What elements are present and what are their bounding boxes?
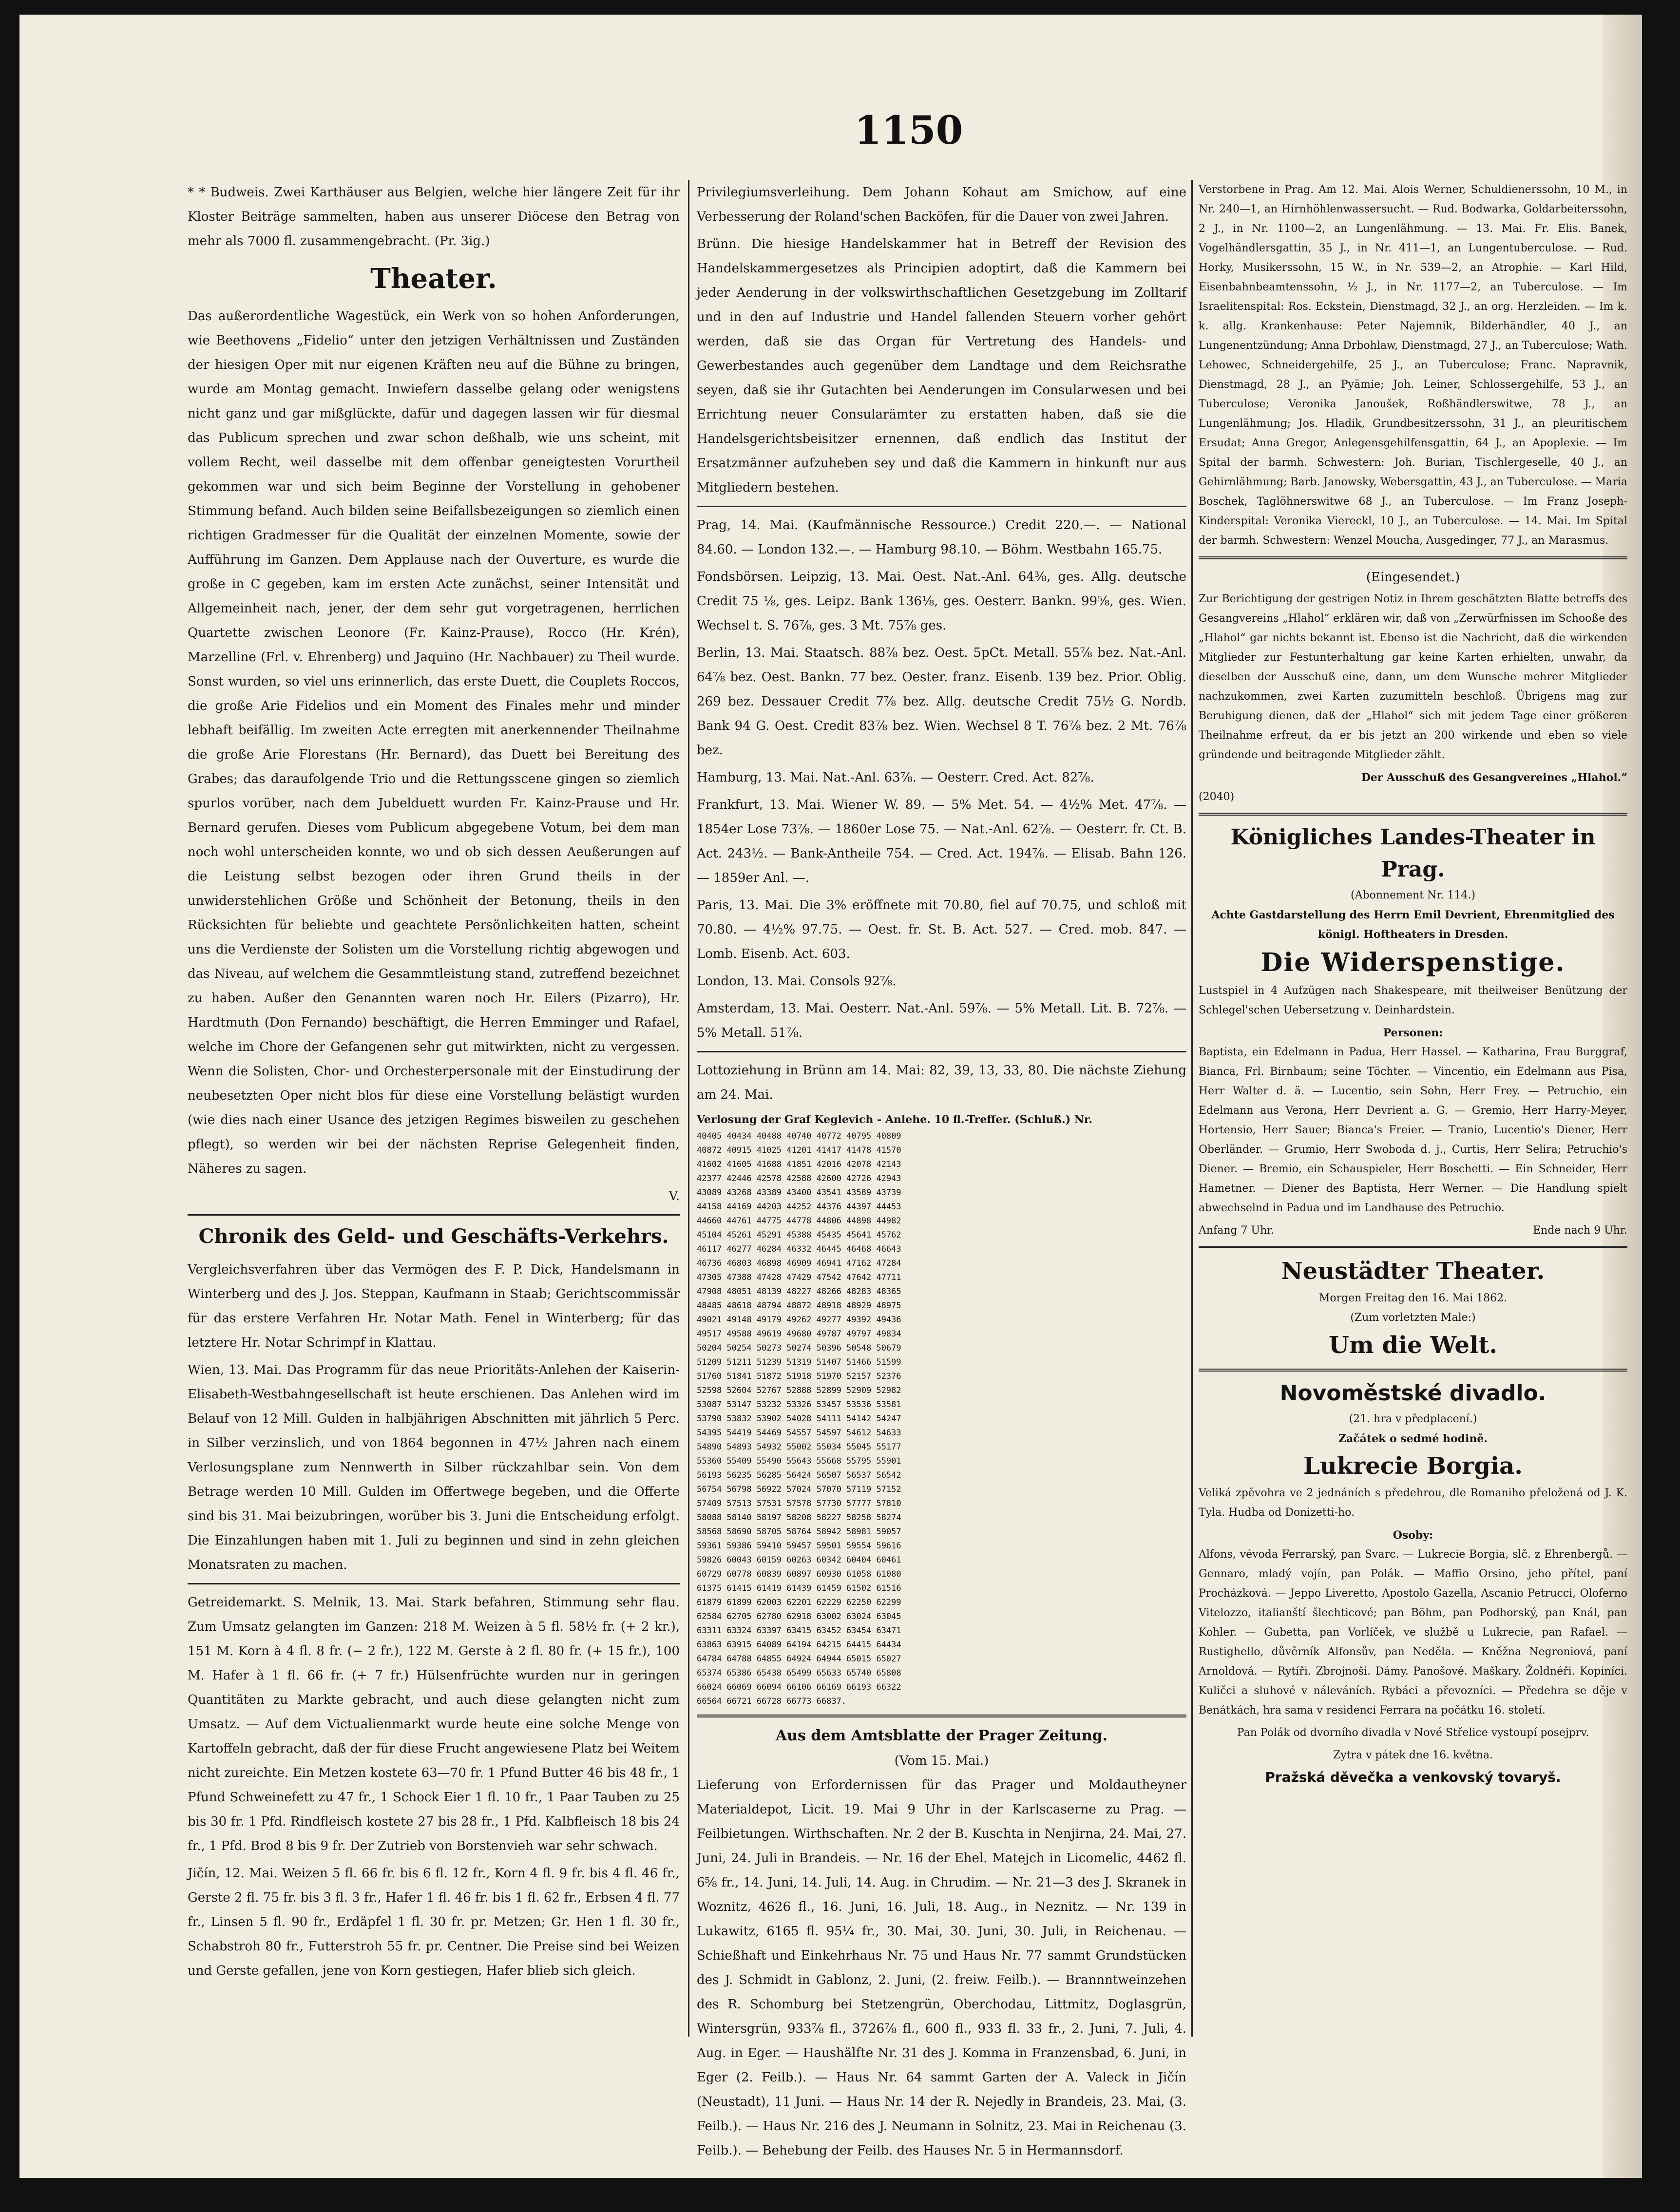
theater-heading: Theater. bbox=[370, 263, 497, 295]
neustadt-date: Morgen Freitag den 16. Mai 1862. bbox=[1318, 1292, 1508, 1304]
novomestske-heading: Novoměstské divadlo. bbox=[1279, 1381, 1546, 1406]
verlosung-row: 63863 63915 64089 64194 64215 64415 64434 bbox=[697, 1640, 901, 1650]
section-rule bbox=[188, 1583, 680, 1584]
page-number: 1150 bbox=[854, 107, 963, 153]
verlosung-row: 49517 49588 49619 49680 49787 49797 49834 bbox=[697, 1329, 901, 1339]
verlosung-row: 63311 63324 63397 63415 63452 63454 63471 bbox=[697, 1626, 901, 1636]
section-rule bbox=[697, 1051, 1186, 1052]
amsterdam-kurs: Amsterdam, 13. Mai. Oesterr. Nat.-Anl. 59⅞. — 5% Metall. Lit. B. 72⅞. — 5% Metall. 51⅞. bbox=[697, 1001, 1186, 1040]
amtsblatt-date: (Vom 15. Mai.) bbox=[894, 1754, 989, 1768]
verlosung-row: 64784 64788 64855 64924 64944 65015 65027 bbox=[697, 1654, 901, 1664]
column-left bbox=[188, 180, 680, 2095]
novomestske-next-title: Pražská děvečka a venkovský tovaryš. bbox=[1265, 1769, 1561, 1785]
verlosung-row: 40872 40915 41025 41201 41417 41478 41570 bbox=[697, 1145, 901, 1155]
section-rule bbox=[1199, 1369, 1627, 1372]
landes-play-title: Die Widerspenstige. bbox=[1260, 948, 1565, 977]
verlosung-row: 42377 42446 42578 42588 42600 42726 42943 bbox=[697, 1174, 901, 1183]
verlosung-row: 60729 60778 60839 60897 60930 61058 61080 bbox=[697, 1569, 901, 1579]
verlosung-row: 61375 61415 61419 61439 61459 61502 61516 bbox=[697, 1583, 901, 1593]
verlosung-row: 54395 54419 54469 54557 54597 54612 54633 bbox=[697, 1428, 901, 1438]
verlosung-heading: Verlosung der Graf Keglevich - Anlehe. 10 fl.-Treffer. (Schluß.) Nr. bbox=[697, 1113, 1093, 1126]
theater-signature: V. bbox=[668, 1189, 680, 1203]
verlosung-row: 54890 54893 54932 55002 55034 55045 55177 bbox=[697, 1442, 901, 1452]
verlosung-row: 56193 56235 56285 56424 56507 56537 56542 bbox=[697, 1470, 901, 1480]
neustadt-play-title: Um die Welt. bbox=[1328, 1332, 1498, 1359]
landes-personen-label: Personen: bbox=[1383, 1027, 1443, 1039]
neustadt-note: (Zum vorletzten Male:) bbox=[1350, 1312, 1476, 1324]
prag-kurs: Prag, 14. Mai. (Kaufmännische Ressource.) Credit 220.—. — National 84.60. — London 132.—. — Hamburg 98.10. — Böhm. Westbahn 165.75. bbox=[697, 518, 1186, 557]
verlosung-row: 46117 46277 46284 46332 46445 46468 46643 bbox=[697, 1244, 901, 1254]
eingesendet-heading: (Eingesendet.) bbox=[1366, 570, 1460, 585]
novomestske-description: Veliká zpěvohra ve 2 jednáních s předehrou, dle Romaniho přeložená od J. K. Tyla. Hudba od Donizetti-ho. bbox=[1199, 1487, 1627, 1519]
verlosung-row: 40405 40434 40488 40740 40772 40795 40809 bbox=[697, 1131, 901, 1141]
section-rule bbox=[697, 506, 1186, 507]
verlosung-row: 55360 55409 55490 55643 55668 55795 55901 bbox=[697, 1456, 901, 1466]
fondsboersen: Fondsbörsen. Leipzig, 13. Mai. Oest. Nat.-Anl. 64⅜, ges. Allg. deutsche Credit 75 ⅛, ges. Leipz. Bank 136⅛, ges. Oesterr. Bankn. 99⅝, ges. Wien. Wechsel t. S. 76⅞, ges. 3 Mt. 75⅞ ges. bbox=[697, 570, 1186, 633]
landes-anfang: Anfang 7 Uhr. bbox=[1199, 1224, 1275, 1237]
frankfurt-kurs: Frankfurt, 13. Mai. Wiener W. 89. — 5% Met. 54. — 4½% Met. 47⅞. — 1854er Lose 73⅞. — 1860er Lose 75. — Nat.-Anl. 62⅞. — Oesterr. fr. Ct. B. Act. 243½. — Bank-Antheile 754. — Cred. Act. 194⅞. — Elisab. Bahn 126. — 1859er Anl. —. bbox=[697, 798, 1186, 885]
novomestske-note: Pan Polák od dvorního divadla v Nové Střelice vystoupí posejprv. bbox=[1237, 1727, 1589, 1739]
verlosung-row: 53087 53147 53232 53326 53457 53536 53581 bbox=[697, 1400, 901, 1410]
verlosung-row: 58568 58690 58705 58764 58942 58981 59057 bbox=[697, 1527, 901, 1537]
lotto-article: Lottoziehung in Brünn am 14. Mai: 82, 39, 13, 33, 80. Die nächste Ziehung am 24. Mai. bbox=[697, 1063, 1186, 1102]
verlosung-row: 47908 48051 48139 48227 48266 48283 48365 bbox=[697, 1287, 901, 1297]
eingesendet-article: Zur Berichtigung der gestrigen Notiz in Ihrem geschätzten Blatte betreffs des Gesangvereins „Hlahol“ erklären wir, daß von „Zerwürfnissen im Schooße des „Hlahol“ gar nichts bekannt ist. Ebenso ist die Nachricht, daß die wirkenden Mitglieder zur Festunterhaltung gar keine Karten erhielten, unwahr, da dieselben der Ausschuß eine, dann, um dem Wunsche mehrer Mitglieder nachzukommen, zwei Karten zuzumitteln beschloß. Übrigens mag zur Beruhigung dienen, daß der „Hlahol“ sich mit jedem Tage einer größeren Theilnahme erfreut, da er bis jetzt an 200 wirkende und eben so viele gründende und beitragende Mitglieder zählt. bbox=[1199, 593, 1627, 761]
verlosung-row: 43089 43268 43389 43400 43541 43589 43739 bbox=[697, 1188, 901, 1198]
landes-description: Lustspiel in 4 Aufzügen nach Shakespeare, mit theilweiser Benützung der Schlegel'schen Uebersetzung v. Deinhardstein. bbox=[1199, 985, 1627, 1016]
neustadt-theater-heading: Neustädter Theater. bbox=[1281, 1258, 1545, 1285]
section-rule bbox=[697, 1715, 1186, 1717]
verlosung-row: 59361 59386 59410 59457 59501 59554 59616 bbox=[697, 1541, 901, 1551]
verlosung-row: 46736 46803 46898 46909 46941 47162 47284 bbox=[697, 1259, 901, 1268]
verlosung-row: 58088 58140 58197 58208 58227 58258 58274 bbox=[697, 1513, 901, 1523]
column-middle bbox=[697, 180, 1186, 2158]
berlin-kurs: Berlin, 13. Mai. Staatsch. 88⅞ bez. Oest. 5pCt. Metall. 55⅞ bez. Nat.-Anl. 64⅞ bez. Oest. Bankn. 77 bez. Oester. franz. Eisenb. 139 bez. Prior. Oblig. 269 bez. Dessauer Credit 7⅞ bez. Allg. deutsche Credit 75½ G. Nordb. Bank 94 G. Oest. Credit 83⅞ bez. Wien. Wechsel 8 T. 76⅞ bez. 2 Mt. 76⅞ bez. bbox=[697, 646, 1186, 758]
verlosung-row: 62584 62705 62780 62918 63002 63024 63045 bbox=[697, 1612, 901, 1621]
novomestske-abonnement: (21. hra v předplacení.) bbox=[1349, 1413, 1477, 1425]
verlosung-row: 51209 51211 51239 51319 51407 51466 51599 bbox=[697, 1357, 901, 1367]
verlosung-row: 56754 56798 56922 57024 57070 57119 57152 bbox=[697, 1485, 901, 1494]
verlosung-row: 49021 49148 49179 49262 49277 49392 49436 bbox=[697, 1315, 901, 1325]
section-rule bbox=[1199, 556, 1627, 559]
column-right bbox=[1199, 180, 1627, 2095]
verlosung-row: 41602 41605 41688 41851 42016 42078 42143 bbox=[697, 1160, 901, 1169]
landes-abonnement: (Abonnement Nr. 114.) bbox=[1351, 889, 1475, 901]
verlosung-row: 66564 66721 66728 66773 66837. bbox=[697, 1697, 847, 1706]
privileg-article: Privilegiumsverleihung. Dem Johann Kohaut am Smichow, auf eine Verbesserung der Roland'schen Backöfen, für die Dauer von zwei Jahren. bbox=[697, 185, 1186, 224]
verlosung-row: 65374 65386 65438 65499 65633 65740 65808 bbox=[697, 1668, 901, 1678]
verlosung-row: 47305 47388 47428 47429 47542 47642 47711 bbox=[697, 1273, 901, 1282]
bruenn-article: Brünn. Die hiesige Handelskammer hat in Betreff der Revision des Handelskammergesetzes als Principien adoptirt, daß die Kammern bei jeder Aenderung in der volkswirthschaftlichen Gesetzgebung im Zolltarif und in den auf Industrie und Handel fallenden Steuern vorher gehört werden, daß sie das Organ für Vertretung des Handels- und Gewerbestandes auch gegenüber dem Landtage und dem Reichsrathe seyen, daß sie ihr Gutachten bei Aenderungen im Consularwesen und bei Errichtung neuer Consularämter zu erstatten haben, daß sie die Handelsgerichtsbeisitzer ernennen, daß endlich das Institut der Ersatzmänner aufzuheben sey und daß die Kammern in hinkunft nur aus Mitgliedern bestehen. bbox=[697, 237, 1186, 495]
section-rule bbox=[1199, 813, 1627, 816]
section-rule bbox=[188, 1214, 680, 1216]
hamburg-kurs: Hamburg, 13. Mai. Nat.-Anl. 63⅞. — Oesterr. Cred. Act. 82⅞. bbox=[697, 770, 1094, 785]
getreidemarkt-article: Getreidemarkt. S. Melnik, 13. Mai. Stark befahren, Stimmung sehr flau. Zum Umsatz gelangten im Ganzen: 218 M. Weizen à 5 fl. 58½ fr. (+ 2 kr.), 151 M. Korn à 4 fl. 8 fr. (− 2 fr.), 122 M. Gerste à 2 fl. 80 fr. (+ 15 fr.), 100 M. Hafer à 1 fl. 66 fr. (+ 7 fr.) Hülsenfrüchte wurden nur in geringen Quantitäten zu Markte gebracht, und auch diese gelangten nicht zum Umsatz. — Auf dem Victualienmarkt wurde heute eine solche Menge von Kartoffeln gebracht, daß der für diese Frucht angewiesene Platz bei Weitem nicht zureichte. Ein Metzen kostete 63—70 fr. 1 Pfund Butter 46 bis 48 fr., 1 Pfund Schweinefett zu 47 fr., 1 Schock Eier 1 fl. 10 fr., 1 Paar Tauben zu 25 bis 30 fr. 1 Pfd. Rindfleisch kostete 27 bis 28 fr., 1 Pfd. Kalbfleisch 18 bis 24 fr., 1 Pfd. Brod 8 bis 9 fr. Der Zutrieb von Borstenvieh war sehr schwach. bbox=[188, 1595, 680, 1853]
jicin-article: Jičín, 12. Mai. Weizen 5 fl. 66 fr. bis 6 fl. 12 fr., Korn 4 fl. 9 fr. bis 4 fl. 46 fr., Gerste 2 fl. 75 fr. bis 3 fl. 3 fr., Hafer 1 fl. 46 fr. bis 1 fl. 62 fr., Erbsen 4 fl. 77 fr., Linsen 5 fl. 90 fr., Erdäpfel 1 fl. 30 fr. pr. Metzen; Gr. Hen 1 fl. 30 fr., Schabstroh 80 fr., Futterstroh 55 fr. pr. Centner. Die Preise sind bei Weizen und Gerste gefallen, jene von Korn gestiegen, Hafer blieb sich gleich. bbox=[188, 1866, 680, 1978]
landes-ende: Ende nach 9 Uhr. bbox=[1533, 1224, 1627, 1237]
verlosung-row: 59826 60043 60159 60263 60342 60404 60461 bbox=[697, 1555, 901, 1565]
verlosung-row: 45104 45261 45291 45388 45435 45641 45762 bbox=[697, 1230, 901, 1240]
paris-kurs: Paris, 13. Mai. Die 3% eröffnete mit 70.80, fiel auf 70.75, und schloß mit 70.80. — 4½% 97.75. — Oest. fr. St. B. Act. 527. — Cred. mob. 847. — Lomb. Eisenb. Act. 603. bbox=[697, 898, 1186, 961]
wien-article: Wien, 13. Mai. Das Programm für das neue Prioritäts-Anlehen der Kaiserin-Elisabeth-Westbahngesellschaft ist heute erschienen. Das Anlehen wird im Belauf von 12 Mill. Gulden in halbjährigen Abschnitten mit jährlich 5 Perc. in Silber verzinslich, und von 1864 begonnen in 47½ Jahren nach einem Verlosungsplane zum Nennwerth in Silber rückzahlbar sein. Von dem Betrage werden 10 Mill. Gulden im Offertwege begeben, und die Offerte sind bis 31. Mai beizubringen, worüber bis 3. Juni die Entscheidung erfolgt. Die Einzahlungen haben mit 1. Juli zu beginnen und sind in zehn gleichen Monatsraten zu machen. bbox=[188, 1363, 680, 1572]
verlosung-row: 66024 66069 66094 66106 66169 66193 66322 bbox=[697, 1682, 901, 1692]
budweis-article: * * Budweis. Zwei Karthäuser aus Belgien, welche hier längere Zeit für ihr Kloster Beiträge sammelten, haben aus unserer Diöcese den Betrag von mehr als 7000 fl. zusammengebracht. (Pr. 3ig.) bbox=[188, 185, 680, 248]
verlosung-row: 48485 48618 48794 48872 48918 48929 48975 bbox=[697, 1301, 901, 1311]
theater-review: Das außerordentliche Wagestück, ein Werk von so hohen Anforderungen, wie Beethovens „Fidelio“ unter den jetzigen Verhältnissen und Zuständen der hiesigen Oper mit nur eigenen Kräften neu auf die Bühne zu bringen, wurde am Montag gemacht. Inwiefern dasselbe gelang oder wenigstens nicht ganz und gar mißglückte, dafür und dagegen lassen wir für diesmal das Publicum sprechen und zwar schon deßhalb, wie uns scheint, mit vollem Recht, weil dasselbe mit dem offenbar geneigtesten Vorurtheil gekommen war und sich beim Beginne der Vorstellung in gehobener Stimmung befand. Auch bilden seine Beifallsbezeigungen so ziemlich einen richtigen Gradmesser für die Qualität der einzelnen Momente, sowie der Aufführung im Ganzen. Dem Applause nach der Ouverture, es wurde die große in C gegeben, kam im ersten Acte zunächst, seiner Intensität und Allgemeinheit nach, jener, der dem sehr gut vorgetragenen, herrlichen Quartette zwischen Leonore (Fr. Kainz-Prause), Rocco (Hr. Krén), Marzelline (Frl. v. Ehrenberg) und Jaquino (Hr. Nachbauer) zu Theil wurde. Sonst wurden, so viel uns erinnerlich, das erste Duett, die Couplets Roccos, die große Arie Fidelios und ein Moment des Finales mehr und minder lebhaft beifällig. Im zweiten Acte erregten mit anerkennender Theilnahme die große Arie Florestans (Hr. Bernard), das Duett bei Bereitung des Grabes; das daraufolgende Trio und die Rettungsscene gingen so ziemlich spurlos vorüber, nach dem Jubelduett wurden Fr. Kainz-Prause und Hr. Bernard gerufen. Dieses vom Publicum abgegebene Votum, bei dem man noch wohl unterscheiden konnte, wo und ob sich dessen Aeußerungen auf die Leistung selbst bezogen oder ihren Grund theils in der unwiderstehlichen Größe und Schönheit der Betonung, theils in den Rücksichten für beliebte und geachtete Persönlichkeiten hatten, scheint uns die Verdienste der Solisten um die Vorstellung richtig abgewogen und das Niveau, auf welchem die Gesammtleistung stand, zutreffend bezeichnet zu haben. Außer den Genannten waren noch Hr. Eilers (Pizarro), Hr. Hardtmuth (Don Fernando) beschäftigt, die Herren Emminger und Rafael, welche im Chore der Gefangenen sehr gut mitwirkten, nicht zu vergessen. Wenn die Solisten, Chor- und Orchesterpersonale mit der Einstudirung der neubesetzten Oper nicht blos für diese eine Vorstellung belästigt wurden (wie dies nach einer Usance des jetzigen Regimes bisweilen zu geschehen pflegt), so werden wir bei der nächsten Reprise Gelegenheit finden, Näheres zu sagen. bbox=[188, 309, 680, 1176]
london-kurs: London, 13. Mai. Consols 92⅞. bbox=[697, 974, 897, 989]
section-rule bbox=[1199, 1246, 1627, 1248]
verlosung-row: 57409 57513 57531 57578 57730 57777 57810 bbox=[697, 1499, 901, 1508]
eingesendet-signature: Der Ausschuß des Gesangvereines „Hlahol.“ bbox=[1361, 771, 1627, 784]
amtsblatt-article: Lieferung von Erfordernissen für das Prager und Moldautheyner Materialdepot, Licit. 19. Mai 9 Uhr in der Karlscaserne zu Prag. — Feilbietungen. Wirthschaften. Nr. 2 der B. Kuschta in Nenjirna, 24. Mai, 27. Juni, 24. Juli in Brandeis. — Nr. 16 der Ehel. Matejch in Licomelic, 4462 fl. 6⅝ fr., 14. Juni, 14. Juli, 14. Aug. in Chrudim. — Nr. 21—3 des J. Skranek in Woznitz, 4626 fl., 16. Juni, 16. Juli, 18. Aug., in Neznitz. — Nr. 139 in Lukawitz, 6165 fl. 95¼ fr., 30. Mai, 30. Juni, 30. Juli, in Reichenau. — Schießhaft und Einkehrhaus Nr. 75 und Haus Nr. 77 sammt Grundstücken des J. Schmidt in Gablonz, 2. Juni, (2. freiw. Feilb.). — Brannntweinzehen des R. Schomburg bei Stetzengrün, Oberchodau, Littmitz, Doglasgrün, Wintersgrün, 933⅞ fl., 3726⅞ fl., 600 fl., 933 fl. 33 fr., 2. Juni, 7. Juli, 4. Aug. in Eger. — Haushälfte Nr. 31 des J. Komma in Franzensbad, 6. Juni, in Eger (2. Feilb.). — Haus Nr. 64 sammt Garten der A. Valeck in Jičín (Neustadt), 11 Juni. — Haus Nr. 14 der R. Nejedly in Brandeis, 23. Mai, (3. Feilb.). — Haus Nr. 216 des J. Neumann in Solnitz, 23. Mai in Reichenau (3. Feilb.). — Behebung der Feilb. des Hauses Nr. 5 in Hermannsdorf. bbox=[697, 1778, 1186, 2158]
novomestske-cast: Alfons, vévoda Ferrarský, pan Svarc. — Lukrecie Borgia, slč. z Ehrenbergů. — Gennaro, mladý vojín, pan Polák. — Maffio Orsino, jeho přítel, paní Procházková. — Jeppo Liveretto, Apostolo Gazella, Ascanio Petrucci, Oloferno Vitelozzo, italianští šlechticové; pan Böhm, pan Podhorský, pan Knál, pan Kohler. — Gubetta, pan Vorlíček, ve službě u Lukrecie, pan Rafael. — Rustighello, důvěrník Alfonsův, pan Neděla. — Kněžna Negroniová, paní Arnoldová. — Rytíři. Zbrojnoši. Dámy. Panošové. Maškary. Žoldnéři. Kopiníci. Kuličci a sluhové v náleváních. Rybáci a převozníci. — Předehra se děje v Benátkách, hra sama v residenci Ferrara na počátku 16. století. bbox=[1199, 1548, 1627, 1716]
amtsblatt-heading: Aus dem Amtsblatte der Prager Zeitung. bbox=[775, 1727, 1108, 1744]
landes-gastdarstellung: Achte Gastdarstellung des Herrn Emil Devrient, Ehrenmitglied des königl. Hoftheaters in Dresden. bbox=[1211, 909, 1615, 941]
verlosung-row: 51760 51841 51872 51918 51970 52157 52376 bbox=[697, 1372, 901, 1381]
verlosung-row: 50204 50254 50273 50274 50396 50548 50679 bbox=[697, 1343, 901, 1353]
verlosung-row: 44158 44169 44203 44252 44376 44397 44453 bbox=[697, 1202, 901, 1212]
verlosung-row: 44660 44761 44775 44778 44806 44898 44982 bbox=[697, 1216, 901, 1226]
ausgleich-article: Vergleichsverfahren über das Vermögen des F. P. Dick, Handelsmann in Winterberg und des J. Jos. Steppan, Kaufmann in Staab; Gerichtscommissär für das erstere Verfahren Hr. Notar Math. Fenel in Winterberg; für das letztere Hr. Notar Schrimpf in Klattau. bbox=[188, 1262, 680, 1350]
ad-number: (2040) bbox=[1199, 791, 1235, 803]
verlosung-row: 52598 52604 52767 52888 52899 52909 52982 bbox=[697, 1386, 901, 1395]
landes-cast: Baptista, ein Edelmann in Padua, Herr Hassel. — Katharina, Frau Burggraf, Bianca, Frl. Birnbaum; seine Töchter. — Vincentio, ein Edelmann aus Pisa, Herr Walter d. ä. — Lucentio, sein Sohn, Herr Frey. — Petruchio, ein Edelmann aus Verona, Herr Devrient a. G. — Gremio, Herr Harry-Meyer, Hortensio, Herr Sauer; Bianca's Freier. — Tranio, Lucentio's Diener, Herr Oberländer. — Grumio, Herr Swoboda d. j., Curtis, Herr Selira; Petruchio's Diener. — Bremio, ein Schauspieler, Herr Boschetti. — Ein Schneider, Herr Hametner. — Diener des Baptista, Herr Werner. — Die Handlung spielt abwechselnd in Padua und im Landhause des Petruchio. bbox=[1199, 1046, 1627, 1214]
verlosung-row: 53790 53832 53902 54028 54111 54142 54247 bbox=[697, 1414, 901, 1424]
novomestske-start-time: Začátek o sedmé hodině. bbox=[1338, 1432, 1488, 1445]
novomestske-next-date: Zytra v pátek dne 16. května. bbox=[1333, 1749, 1493, 1761]
landes-times bbox=[1199, 1221, 1627, 1240]
column-divider-2 bbox=[1191, 180, 1193, 2037]
verstorbene-article: Verstorbene in Prag. Am 12. Mai. Alois Werner, Schuldienerssohn, 10 M., in Nr. 240—1, an Hirnhöhlenwassersucht. — Rud. Bodwarka, Goldarbeiterssohn, 2 J., in Nr. 1100—2, an Lungenlähmung. — 13. Mai. Fr. Elis. Banek, Vogelhändlersgattin, 35 J., in Nr. 411—1, an Lungentuberculose. — Rud. Horky, Musikerssohn, 15 W., in Nr. 539—2, an Atrophie. — Karl Hild, Eisenbahnbeamtenssohn, ½ J., in Nr. 1177—2, an Tuberculose. — Im Israelitenspital: Ros. Eckstein, Dienstmagd, 32 J., an org. Herzleiden. — Im k. k. allg. Krankenhause: Peter Najemnik, Bilderhändler, 40 J., an Lungenentzündung; Anna Drbohlaw, Dienstmagd, 27 J., an Tuberculose; Wath. Lehowec, Schneidergehilfe, 25 J., an Tuberculose; Franc. Napravnik, Dienstmagd, 28 J., an Pyämie; Joh. Leiner, Schlossergehilfe, 53 J., an Tuberculose; Veronika Janoušek, Roßhändlerswitwe, 78 J., an Lungenlähmung; Jos. Hladik, Grundbesitzerssohn, 31 J., an pleuritischem Ersudat; Anna Gregor, Anlegensgehilfensgattin, 64 J., an Apoplexie. — Im Spital der barmh. Schwestern: Joh. Burian, Tischlergeselle, 40 J., an Gehirnlähmung; Barb. Janowsky, Webersgattin, 43 J., an Tuberculose. — Maria Boschek, Taglöhnerswitwe 68 J., an Tuberculose. — Im Franz Joseph-Kinderspital: Veronika Viereckl, 10 J., an Tuberculose. — 14. Mai. Im Spital der barmh. Schwestern: Wenzel Moucha, Ausgedinger, 77 J., an Marasmus. bbox=[1199, 184, 1627, 547]
verlosung-row: 61879 61899 62003 62201 62229 62250 62299 bbox=[697, 1598, 901, 1607]
landes-theater-heading: Königliches Landes-Theater in Prag. bbox=[1230, 825, 1596, 882]
column-divider-1 bbox=[688, 180, 689, 2037]
novomestske-osoby-label: Osoby: bbox=[1393, 1529, 1433, 1542]
verlosung-number-list bbox=[697, 1129, 1186, 1709]
novomestske-play-title: Lukrecie Borgia. bbox=[1303, 1452, 1523, 1480]
chronik-heading: Chronik des Geld- und Geschäfts-Verkehrs. bbox=[198, 1225, 669, 1248]
